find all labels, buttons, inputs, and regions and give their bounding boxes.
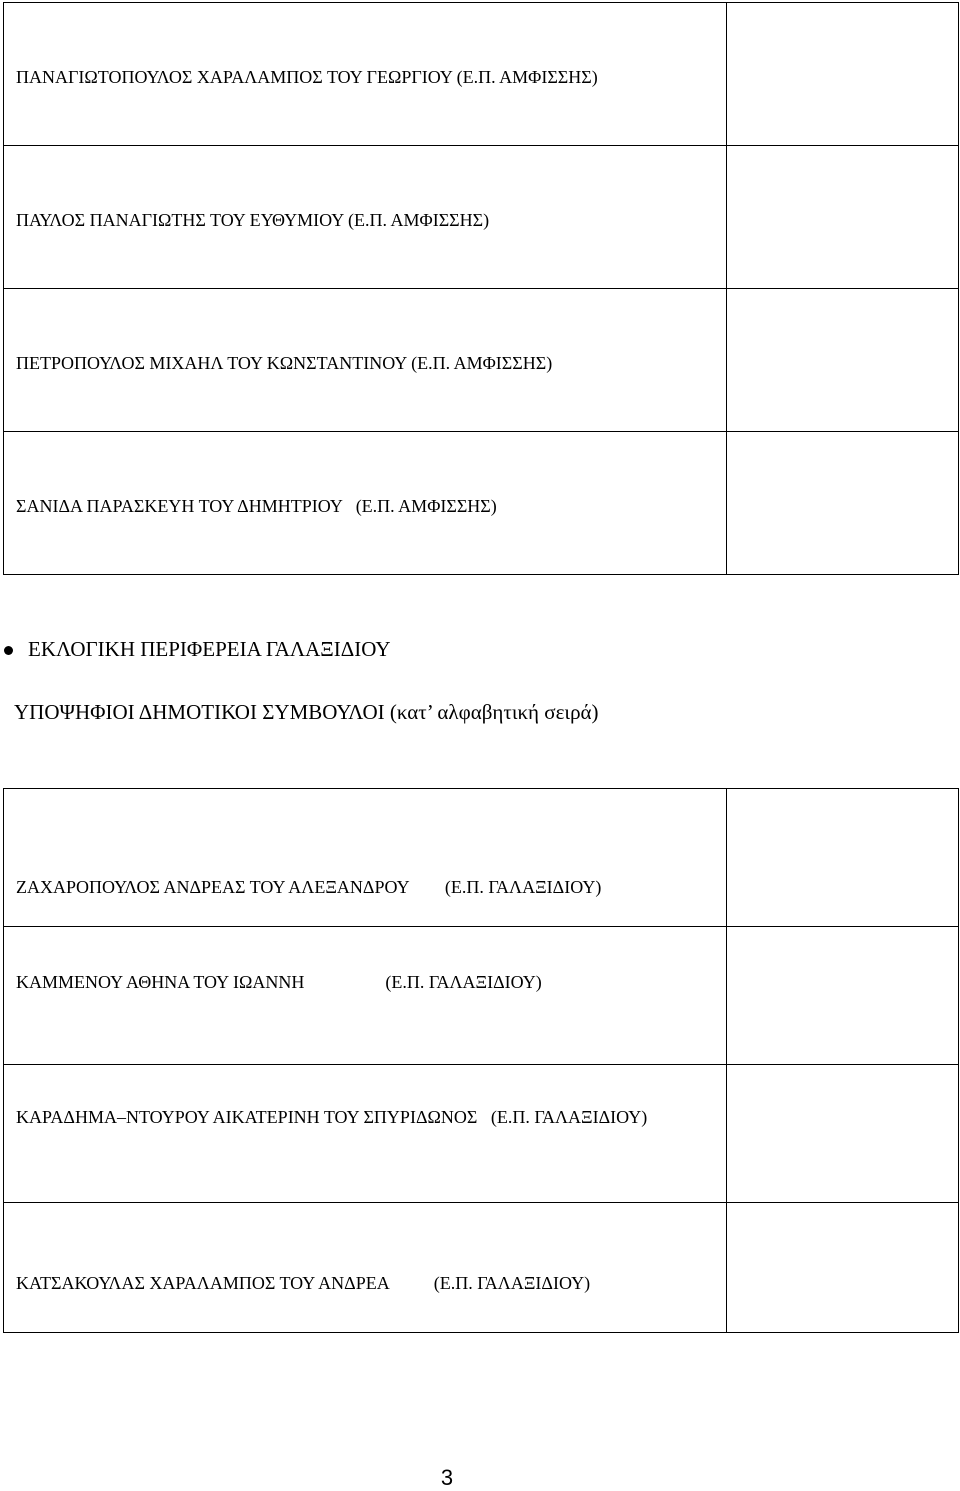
table-row (4, 789, 959, 927)
mark-cell[interactable] (727, 789, 959, 927)
candidate-name: ΠΑΝΑΓΙΩΤΟΠΟΥΛΟΣ ΧΑΡΑΛΑΜΠΟΣ ΤΟΥ ΓΕΩΡΓΙΟΥ (Ε.Π. ΑΜΦΙΣΣΗΣ) (16, 67, 598, 87)
candidate-name: ΚΑΤΣΑΚΟΥΛΑΣ ΧΑΡΑΛΑΜΠΟΣ ΤΟΥ ΑΝΔΡΕΑ (Ε.Π. ΓΑΛΑΞΙΔΙΟΥ) (16, 1273, 591, 1293)
table-row (4, 432, 959, 575)
candidate-cell (4, 789, 727, 927)
table-row (4, 1203, 959, 1333)
candidate-cell (4, 1065, 727, 1203)
bullet-icon (4, 646, 13, 655)
mark-cell[interactable] (727, 146, 959, 289)
region-heading: ΕΚΛΟΓΙΚΗ ΠΕΡΙΦΕΡΕΙΑ ΓΑΛΑΞΙΔΙΟΥ (28, 637, 391, 661)
candidate-cell (4, 1203, 727, 1333)
page-number: 3 (440, 1465, 454, 1490)
candidate-name: ΠΕΤΡΟΠΟΥΛΟΣ ΜΙΧΑΗΛ ΤΟΥ ΚΩΝΣΤΑΝΤΙΝΟΥ (Ε.Π. ΑΜΦΙΣΣΗΣ) (16, 353, 553, 373)
mark-cell[interactable] (727, 1065, 959, 1203)
mark-cell[interactable] (727, 3, 959, 146)
mark-cell[interactable] (727, 289, 959, 432)
candidates-table-galaxidi (3, 788, 959, 1333)
table-row (4, 146, 959, 289)
section-subtitle: ΥΠΟΨΗΦΙΟΙ ΔΗΜΟΤΙΚΟΙ ΣΥΜΒΟΥΛΟΙ (κατ’ αλφαβητική σειρά) (14, 700, 599, 724)
table-row (4, 927, 959, 1065)
table-row (4, 3, 959, 146)
candidate-name: ΚΑΡΑΔΗΜΑ–ΝΤΟΥΡΟΥ ΑΙΚΑΤΕΡΙΝΗ ΤΟΥ ΣΠΥΡΙΔΩΝΟΣ (Ε.Π. ΓΑΛΑΞΙΔΙΟΥ) (16, 1107, 648, 1127)
mark-cell[interactable] (727, 1203, 959, 1333)
table-row (4, 1065, 959, 1203)
table-row (4, 289, 959, 432)
candidate-name: ΠΑΥΛΟΣ ΠΑΝΑΓΙΩΤΗΣ ΤΟΥ ΕΥΘΥΜΙΟΥ (Ε.Π. ΑΜΦΙΣΣΗΣ) (16, 210, 490, 230)
candidate-cell (4, 927, 727, 1065)
candidate-cell (4, 3, 727, 146)
candidate-name: ΚΑΜΜΕΝΟΥ ΑΘΗΝΑ ΤΟΥ ΙΩΑΝΝΗ (Ε.Π. ΓΑΛΑΞΙΔΙΟΥ) (16, 972, 542, 992)
candidate-name: ΖΑΧΑΡΟΠΟΥΛΟΣ ΑΝΔΡΕΑΣ ΤΟΥ ΑΛΕΞΑΝΔΡΟΥ (Ε.Π. ΓΑΛΑΞΙΔΙΟΥ) (16, 877, 602, 897)
candidate-cell (4, 432, 727, 575)
candidate-cell (4, 146, 727, 289)
candidate-cell (4, 289, 727, 432)
candidates-table-amfissa (3, 2, 959, 575)
candidate-name: ΣΑΝΙΔΑ ΠΑΡΑΣΚΕΥΗ ΤΟΥ ΔΗΜΗΤΡΙΟΥ (Ε.Π. ΑΜΦΙΣΣΗΣ) (16, 496, 497, 516)
mark-cell[interactable] (727, 432, 959, 575)
mark-cell[interactable] (727, 927, 959, 1065)
